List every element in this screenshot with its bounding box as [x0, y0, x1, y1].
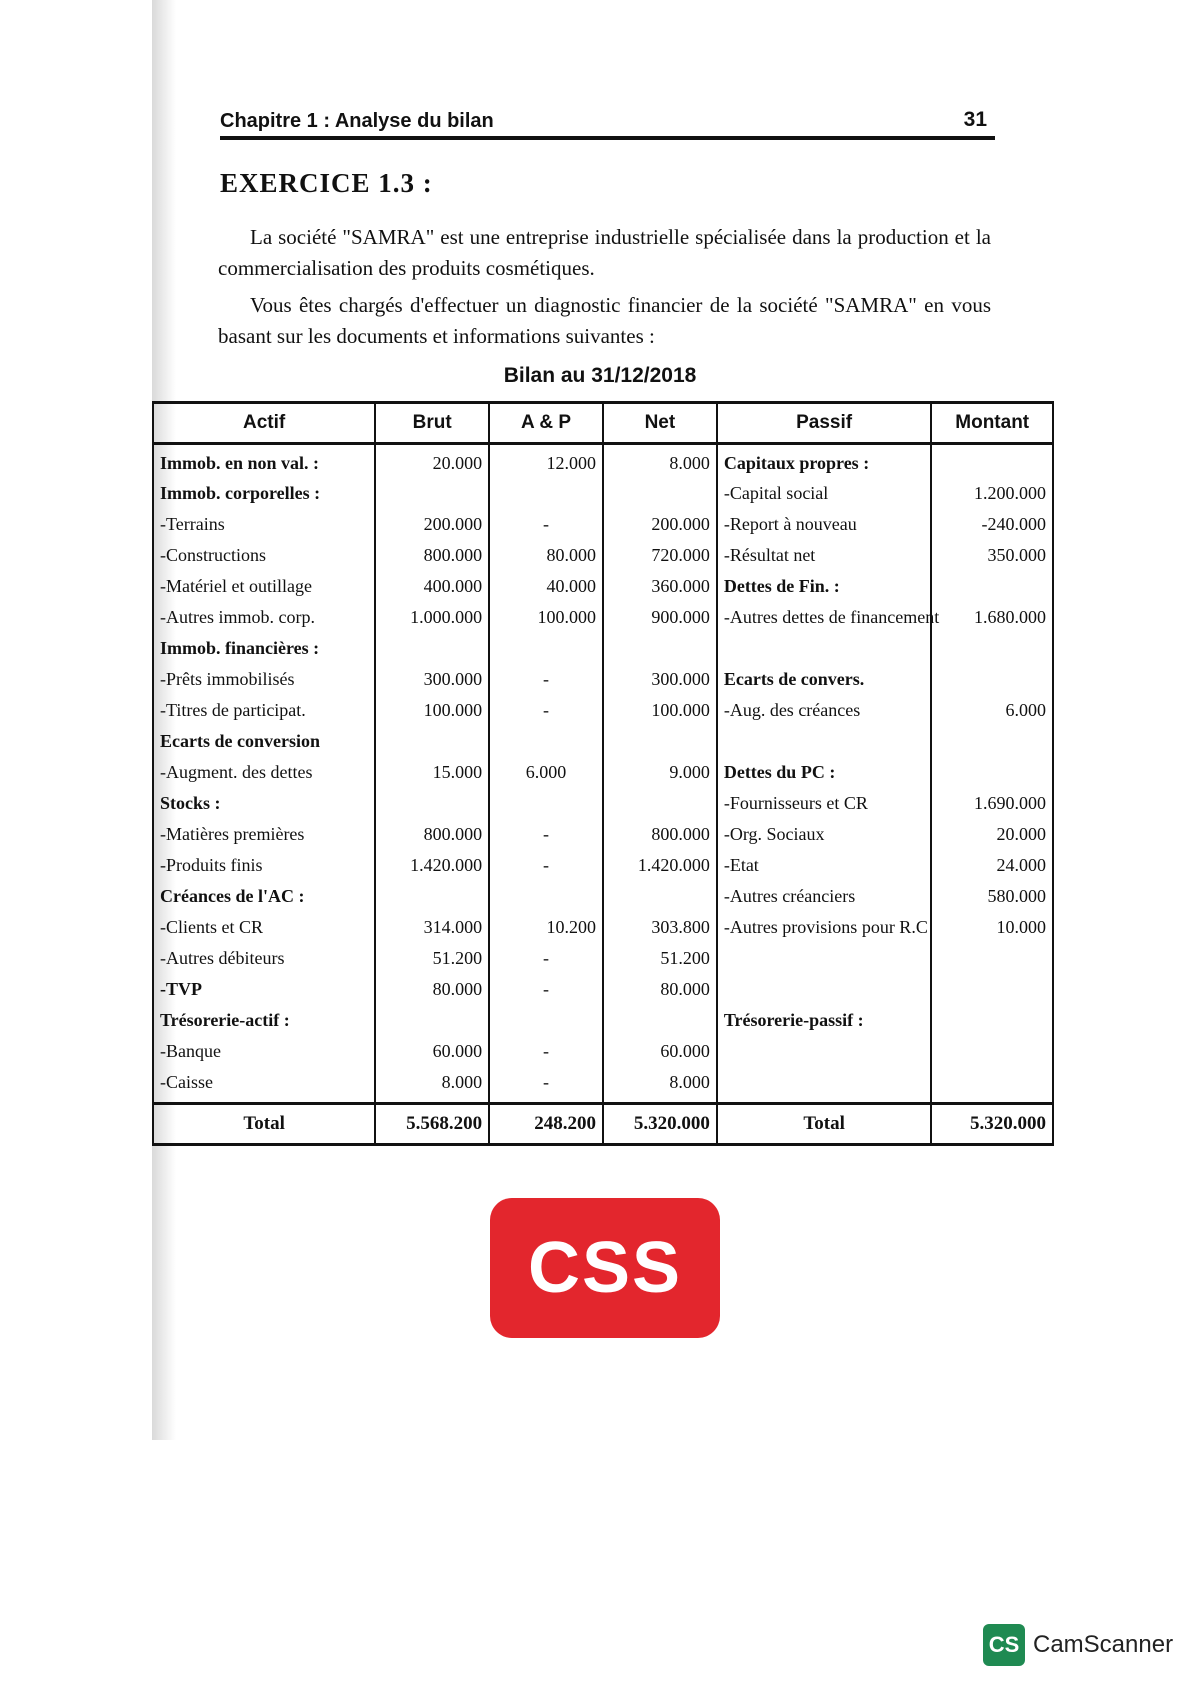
running-header [220, 106, 995, 140]
actif-cell: Trésorerie-actif : [153, 1009, 375, 1040]
ap-cell: - [489, 854, 603, 885]
page-number: 31 [963, 108, 987, 131]
total-brut: 5.568.200 [375, 1104, 489, 1145]
ap-cell: 100.000 [489, 606, 603, 637]
montant-cell [931, 575, 1053, 606]
montant-cell: 10.000 [931, 916, 1053, 978]
ap-cell [489, 885, 603, 916]
table-row [153, 761, 1053, 792]
actif-cell: -TVP [153, 978, 375, 1009]
montant-cell: 6.000 [931, 699, 1053, 730]
brut-cell: 100.000 [375, 699, 489, 730]
montant-cell [931, 761, 1053, 792]
net-cell: 100.000 [603, 699, 717, 730]
exercise-paragraph: La société "SAMRA" est une entreprise industrielle spécialisée dans la production et la commercialisation des produits cosmétiques. [218, 225, 991, 280]
passif-cell: Dettes du PC : [717, 761, 932, 792]
passif-cell: -Autres provisions pour R.C [717, 916, 932, 978]
montant-cell: 1.690.000 [931, 792, 1053, 823]
ap-cell: - [489, 978, 603, 1009]
net-cell: 200.000 [603, 513, 717, 544]
net-cell: 800.000 [603, 823, 717, 854]
actif-cell: -Produits finis [153, 854, 375, 885]
brut-cell [375, 792, 489, 823]
exercise-paragraph: Vous êtes chargés d'effectuer un diagnostic financier de la société "SAMRA" en vous basant sur les documents et informations suivantes : [218, 293, 991, 348]
camscanner-logo-icon: CS [983, 1624, 1025, 1666]
montant-cell [931, 444, 1053, 483]
table-row [153, 730, 1053, 761]
actif-cell: Créances de l'AC : [153, 885, 375, 916]
net-cell [603, 482, 717, 513]
table-row [153, 606, 1053, 637]
actif-cell: -Clients et CR [153, 916, 375, 947]
passif-cell: Dettes de Fin. : [717, 575, 932, 606]
actif-cell: -Matières premières [153, 823, 375, 854]
table-row [153, 544, 1053, 575]
montant-cell: 20.000 [931, 823, 1053, 854]
total-montant: 5.320.000 [931, 1104, 1053, 1145]
brut-cell: 300.000 [375, 668, 489, 699]
actif-cell: -Matériel et outillage [153, 575, 375, 606]
passif-cell: Ecarts de convers. [717, 668, 932, 699]
net-cell: 360.000 [603, 575, 717, 606]
chapter-title: Chapitre 1 : Analyse du bilan [220, 110, 494, 132]
actif-cell: -Terrains [153, 513, 375, 544]
ap-cell: - [489, 947, 603, 978]
net-cell: 900.000 [603, 606, 717, 637]
net-cell [603, 885, 717, 916]
net-cell: 8.000 [603, 444, 717, 483]
ap-cell: 6.000 [489, 761, 603, 792]
brut-cell: 51.200 [375, 947, 489, 978]
net-cell: 303.800 [603, 916, 717, 947]
brut-cell: 8.000 [375, 1071, 489, 1104]
montant-cell [931, 1071, 1053, 1104]
actif-cell: -Autres immob. corp. [153, 606, 375, 637]
table-row [153, 575, 1053, 606]
ap-cell: 80.000 [489, 544, 603, 575]
passif-cell [717, 978, 932, 1009]
passif-cell [717, 730, 932, 761]
brut-cell [375, 482, 489, 513]
column-header: Net [603, 403, 717, 444]
passif-cell [717, 1040, 932, 1071]
montant-cell [931, 668, 1053, 699]
net-cell: 51.200 [603, 947, 717, 978]
ap-cell [489, 637, 603, 668]
passif-cell: -Résultat net [717, 544, 932, 575]
column-header: Passif [717, 403, 932, 444]
actif-cell: -Constructions [153, 544, 375, 575]
table-row [153, 1040, 1053, 1071]
brut-cell: 80.000 [375, 978, 489, 1009]
ap-cell: 12.000 [489, 444, 603, 483]
brut-cell: 400.000 [375, 575, 489, 606]
camscanner-watermark [983, 1624, 1173, 1666]
net-cell: 720.000 [603, 544, 717, 575]
brut-cell: 800.000 [375, 823, 489, 854]
montant-cell: 350.000 [931, 544, 1053, 575]
passif-cell: -Etat [717, 854, 932, 885]
brut-cell: 20.000 [375, 444, 489, 483]
ap-cell: - [489, 823, 603, 854]
table-header-row [153, 403, 1053, 444]
passif-cell: -Fournisseurs et CR [717, 792, 932, 823]
column-header: Brut [375, 403, 489, 444]
actif-cell: -Prêts immobilisés [153, 668, 375, 699]
table-row [153, 513, 1053, 544]
montant-cell: -240.000 [931, 513, 1053, 544]
total-ap: 248.200 [489, 1104, 603, 1145]
passif-cell [717, 1071, 932, 1104]
actif-cell: -Augment. des dettes [153, 761, 375, 792]
net-cell [603, 637, 717, 668]
column-header: A & P [489, 403, 603, 444]
net-cell: 1.420.000 [603, 854, 717, 885]
net-cell [603, 730, 717, 761]
table-row [153, 978, 1053, 1009]
actif-cell: -Caisse [153, 1071, 375, 1104]
passif-cell: -Autres créanciers [717, 885, 932, 916]
brut-cell: 200.000 [375, 513, 489, 544]
brut-cell: 60.000 [375, 1040, 489, 1071]
total-row [153, 1104, 1053, 1145]
table-row [153, 885, 1053, 916]
ap-cell: - [489, 699, 603, 730]
brut-cell: 1.420.000 [375, 854, 489, 885]
montant-cell [931, 1009, 1053, 1040]
brut-cell: 1.000.000 [375, 606, 489, 637]
montant-cell: 1.680.000 [931, 606, 1053, 668]
ap-cell: - [489, 1040, 603, 1071]
table-row [153, 699, 1053, 730]
css-badge [490, 1198, 720, 1338]
column-header: Actif [153, 403, 375, 444]
passif-cell: -Autres dettes de financement [717, 606, 932, 668]
actif-cell: -Autres débiteurs [153, 947, 375, 978]
brut-cell [375, 730, 489, 761]
total-label: Total [153, 1104, 375, 1145]
column-header: Montant [931, 403, 1053, 444]
montant-cell: 1.200.000 [931, 482, 1053, 513]
passif-cell: -Capital social [717, 482, 932, 513]
css-badge-text: CSS [527, 1228, 683, 1308]
ap-cell: - [489, 1071, 603, 1104]
actif-cell: -Banque [153, 1040, 375, 1071]
ap-cell [489, 792, 603, 823]
montant-cell [931, 1040, 1053, 1071]
balance-sheet-table [152, 401, 1054, 1146]
brut-cell [375, 1009, 489, 1040]
net-cell: 8.000 [603, 1071, 717, 1104]
passif-cell: -Report à nouveau [717, 513, 932, 544]
ap-cell: - [489, 513, 603, 544]
total-net: 5.320.000 [603, 1104, 717, 1145]
net-cell [603, 792, 717, 823]
table-row [153, 1009, 1053, 1040]
net-cell: 60.000 [603, 1040, 717, 1071]
ap-cell [489, 482, 603, 513]
actif-cell: Stocks : [153, 792, 375, 823]
ap-cell [489, 1009, 603, 1040]
ap-cell [489, 730, 603, 761]
table-title: Bilan au 31/12/2018 [503, 364, 697, 387]
table-row [153, 854, 1053, 885]
table-row [153, 916, 1053, 947]
table-row [153, 823, 1053, 854]
passif-cell: -Org. Sociaux [717, 823, 932, 854]
exercise-title: EXERCICE 1.3 : [220, 168, 433, 198]
table-row [153, 482, 1053, 513]
brut-cell: 314.000 [375, 916, 489, 947]
montant-cell [931, 730, 1053, 761]
brut-cell [375, 885, 489, 916]
table-row [153, 444, 1053, 483]
net-cell: 9.000 [603, 761, 717, 792]
actif-cell: Immob. financières : [153, 637, 375, 668]
table-row [153, 668, 1053, 699]
ap-cell: 40.000 [489, 575, 603, 606]
passif-cell: Trésorerie-passif : [717, 1009, 932, 1040]
passif-cell: -Aug. des créances [717, 699, 932, 730]
actif-cell: Immob. en non val. : [153, 444, 375, 483]
passif-cell: Capitaux propres : [717, 444, 932, 483]
net-cell [603, 1009, 717, 1040]
camscanner-brand: CamScanner [1033, 1631, 1174, 1658]
montant-cell: 24.000 [931, 854, 1053, 885]
actif-cell: Immob. corporelles : [153, 482, 375, 513]
table-row [153, 1071, 1053, 1104]
montant-cell: 580.000 [931, 885, 1053, 916]
ap-cell: - [489, 668, 603, 699]
brut-cell: 15.000 [375, 761, 489, 792]
ap-cell: 10.200 [489, 916, 603, 947]
brut-cell: 800.000 [375, 544, 489, 575]
actif-cell: Ecarts de conversion [153, 730, 375, 761]
net-cell: 300.000 [603, 668, 717, 699]
net-cell: 80.000 [603, 978, 717, 1009]
table-row [153, 792, 1053, 823]
montant-cell [931, 978, 1053, 1009]
brut-cell [375, 637, 489, 668]
total-passif-label: Total [717, 1104, 932, 1145]
actif-cell: -Titres de participat. [153, 699, 375, 730]
